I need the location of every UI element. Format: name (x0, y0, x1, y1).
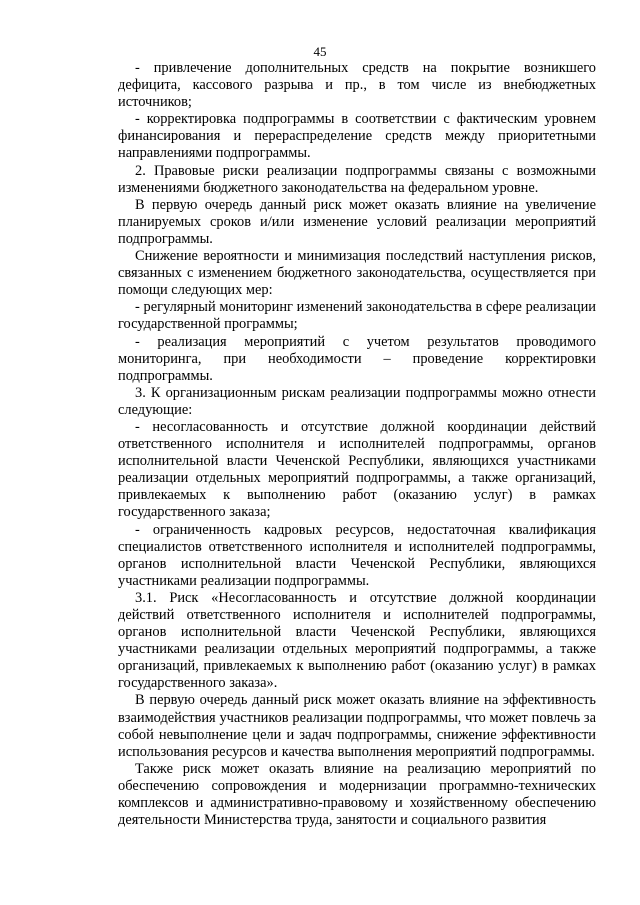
paragraph: В первую очередь данный риск может оказать влияние на эффективность взаимодействия участников реализации подпрограммы, что может повлечь за собой невыполнение цели и задач подпрограммы, снижение эффективности использования ресурсов и качества выполнения мероприятий подпрограммы. (118, 692, 596, 760)
paragraph: 3.1. Риск «Несогласованность и отсутствие должной координации действий ответственного исполнителя и исполнителей подпрограммы, органов исполнительной власти Чеченской Республики, являющихся участниками реализации отдельных мероприятий подпрограммы, а также организаций, привлекаемых к выполнению работ (оказанию услуг) в рамках государственного заказа». (118, 589, 596, 692)
paragraph: - корректировка подпрограммы в соответствии с фактическим уровнем финансирования и перераспределение средств между приоритетными направлениями подпрограммы. (118, 111, 596, 162)
paragraph: 3. К организационным рискам реализации подпрограммы можно отнести следующие: (118, 384, 596, 418)
paragraph: - реализация мероприятий с учетом результатов проводимого мониторинга, при необходимости – проведение корректировки подпрограммы. (118, 333, 596, 384)
paragraph: 2. Правовые риски реализации подпрограммы связаны с возможными изменениями бюджетного законодательства на федеральном уровне. (118, 162, 596, 196)
document-body (118, 60, 596, 829)
paragraph: - регулярный мониторинг изменений законодательства в сфере реализации государственной программы; (118, 299, 596, 333)
paragraph: В первую очередь данный риск может оказать влияние на увеличение планируемых сроков и/или изменение условий реализации мероприятий подпрограммы. (118, 196, 596, 247)
paragraph: - ограниченность кадровых ресурсов, недостаточная квалификация специалистов ответственного исполнителя и исполнителей подпрограммы, органов исполнительной власти Чеченской Республики, являющихся участниками реализации подпрограммы. (118, 521, 596, 589)
paragraph: - несогласованность и отсутствие должной координации действий ответственного исполнителя и исполнителей подпрограммы, органов исполнительной власти Чеченской Республики, являющихся участниками реализации отдельных мероприятий подпрограммы, а также организаций, привлекаемых к выполнению работ (оказанию услуг) в рамках государственного заказа; (118, 418, 596, 521)
paragraph: - привлечение дополнительных средств на покрытие возникшего дефицита, кассового разрыва и пр., в том числе из внебюджетных источников; (118, 60, 596, 111)
paragraph: Снижение вероятности и минимизация последствий наступления рисков, связанных с изменением бюджетного законодательства, осуществляется при помощи следующих мер: (118, 248, 596, 299)
paragraph: Также риск может оказать влияние на реализацию мероприятий по обеспечению сопровождения и модернизации программно-технических комплексов и административно-правовому и хозяйственному обеспечению деятельности Министерства труда, занятости и социального развития (118, 760, 596, 829)
page-number: 45 (313, 44, 327, 59)
